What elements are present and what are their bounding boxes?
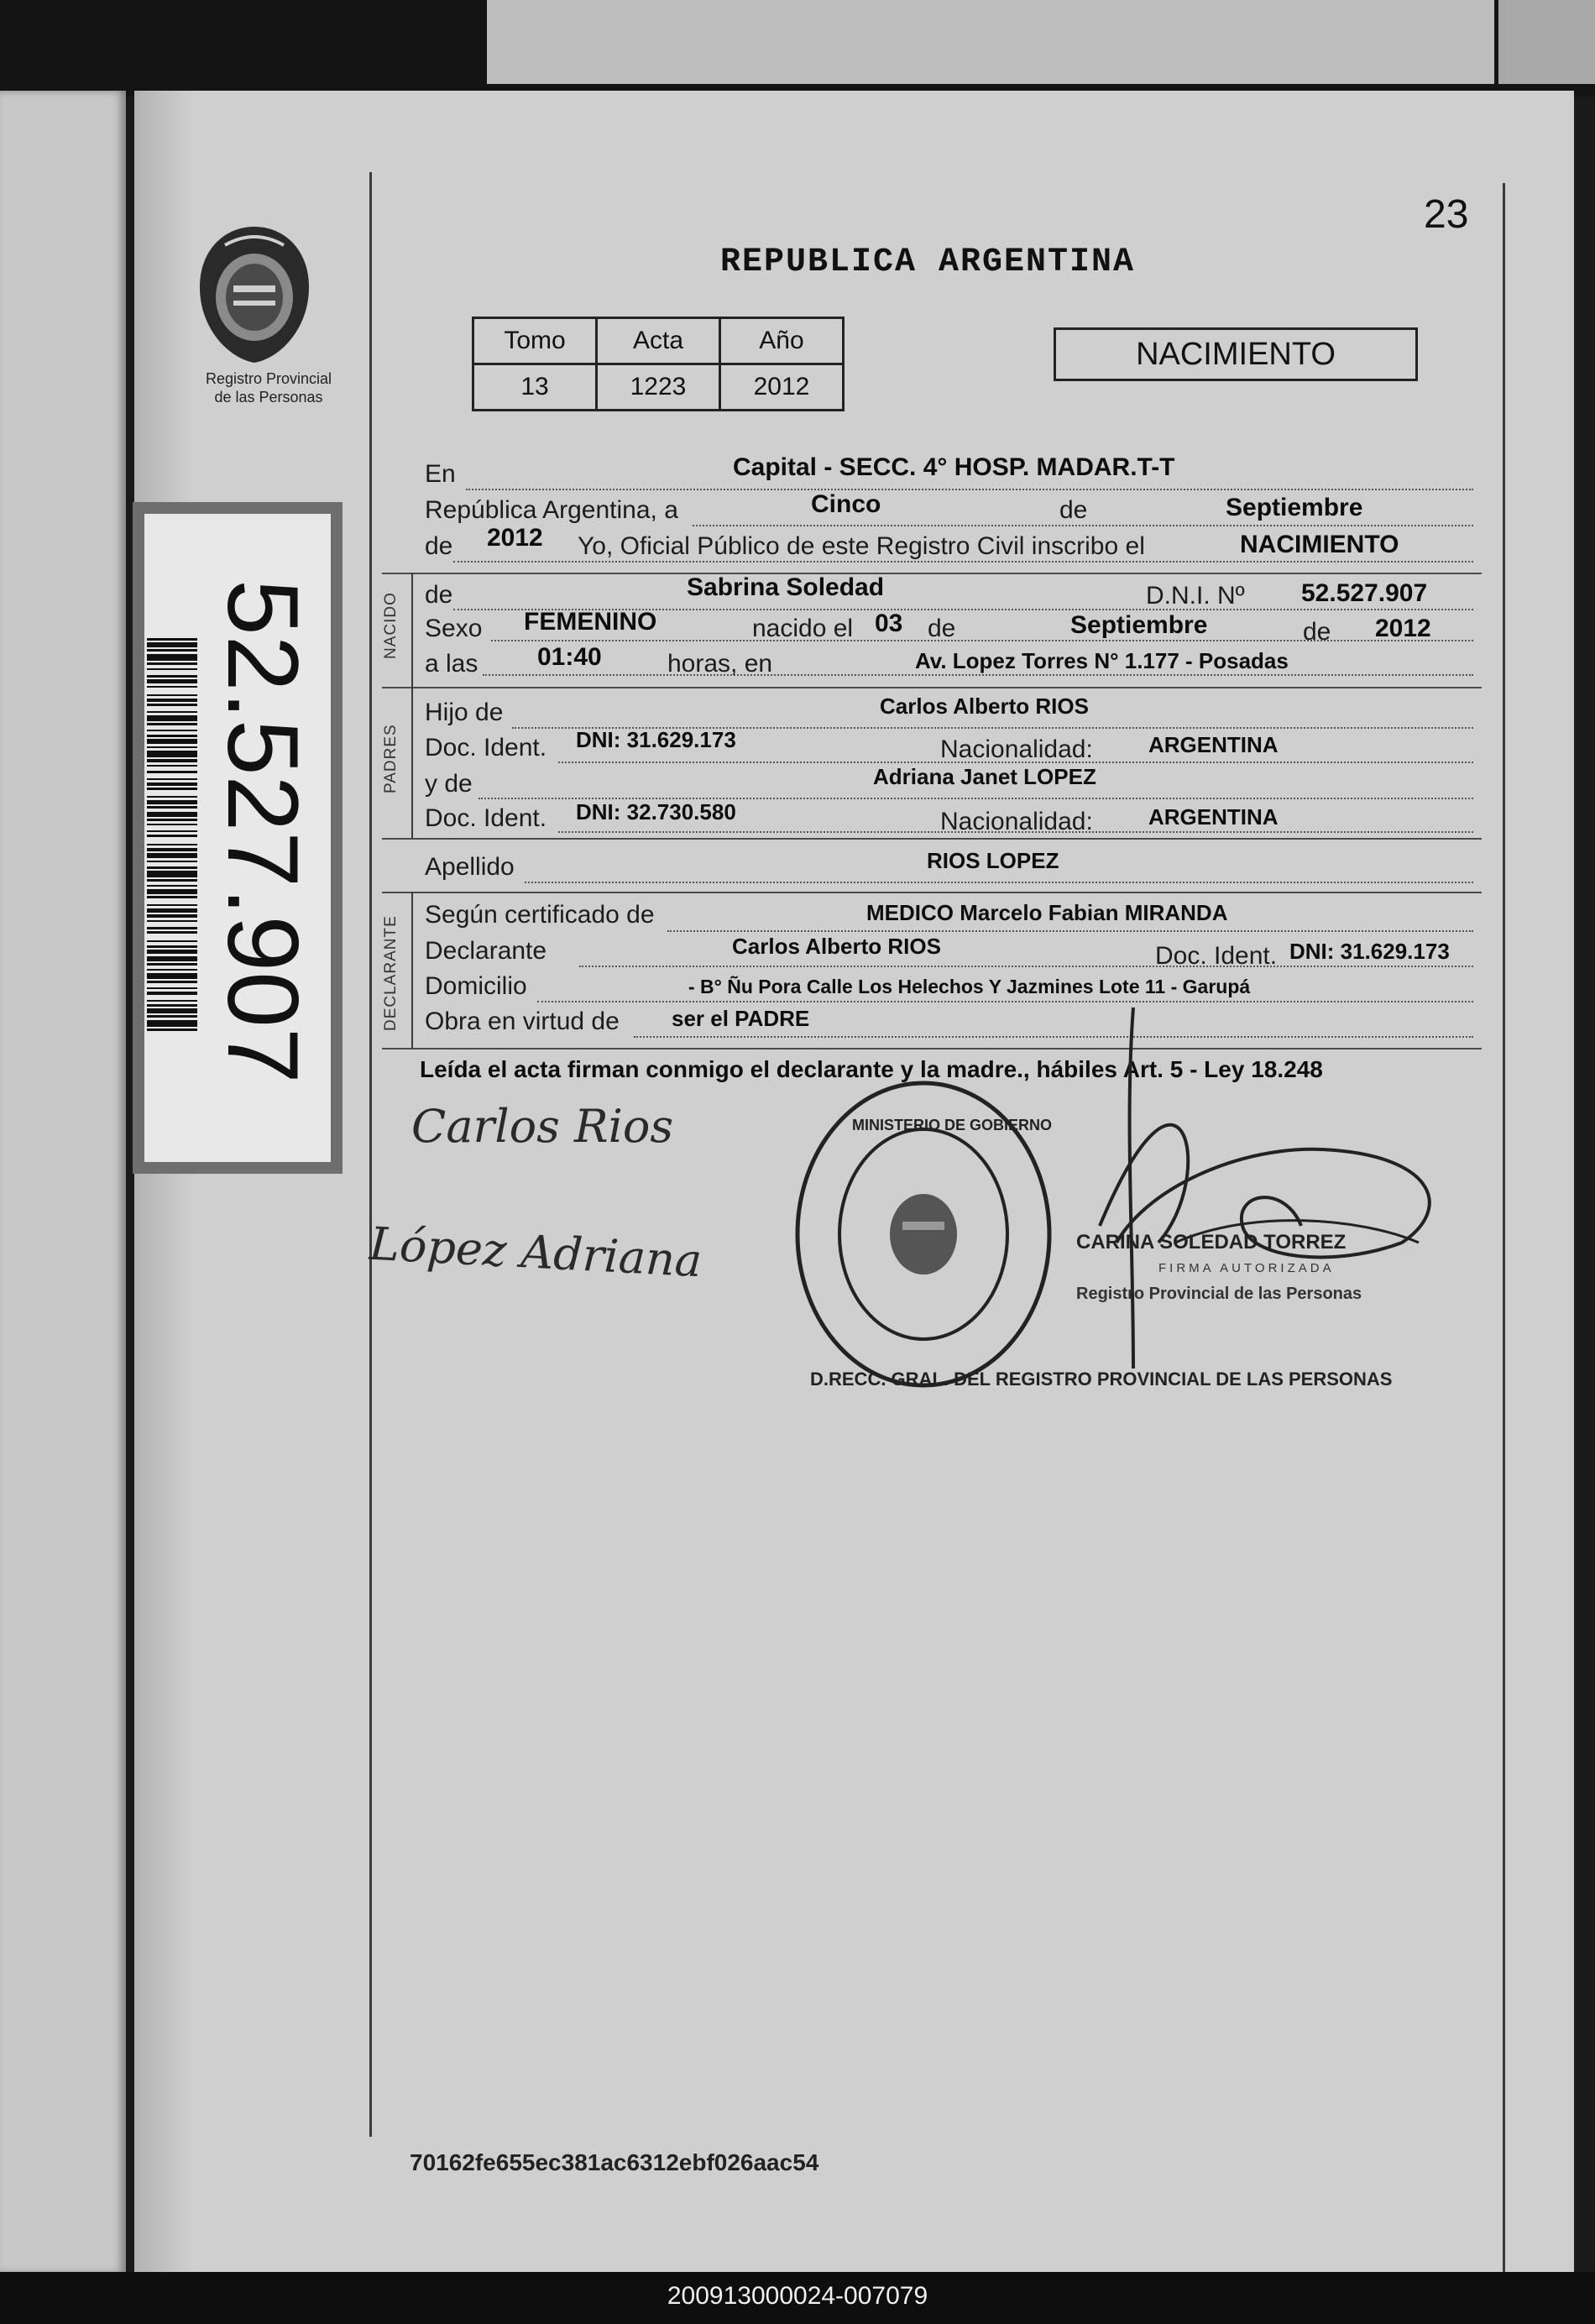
- nacido-side-line: [411, 573, 413, 687]
- barcode-bar: [147, 844, 197, 845]
- barcode-bar: [147, 654, 197, 661]
- dots-segun: [667, 930, 1473, 932]
- label-nac-father: Nacionalidad:: [940, 735, 1093, 763]
- act-type-box: NACIMIENTO: [1054, 327, 1418, 381]
- label-de-year: de: [425, 532, 453, 560]
- label-hijo: Hijo de: [425, 699, 504, 726]
- barcode-bar: [147, 730, 197, 731]
- official-role: FIRMA AUTORIZADA: [1158, 1261, 1335, 1275]
- barcode-bar: [147, 1015, 197, 1018]
- barcode-bar: [147, 824, 197, 825]
- value-act: NACIMIENTO: [1240, 531, 1399, 558]
- ref-value-ano: 2012: [720, 364, 844, 411]
- label-nacido: nacido el: [752, 615, 854, 642]
- barcode-bar: [147, 711, 197, 713]
- barcode-bar: [147, 969, 197, 971]
- side-label-nacido: NACIDO: [382, 592, 400, 659]
- value-birth-year: 2012: [1375, 615, 1431, 642]
- barcode-bar: [147, 848, 197, 851]
- label-domicilio: Domicilio: [425, 972, 527, 1000]
- barcode-bar: [147, 783, 197, 786]
- barcode-bar: [147, 679, 197, 683]
- seal-inner-text: MINISTERIO DE GOBIERNO: [852, 1117, 1053, 1133]
- left-margin-line: [369, 172, 372, 2137]
- barcode-bar: [147, 771, 197, 773]
- dots-declarante: [579, 966, 1473, 967]
- barcode-bar: [147, 796, 197, 798]
- right-margin-line: [1503, 183, 1505, 2274]
- value-father-doc: DNI: 31.629.173: [576, 727, 736, 752]
- padres-side-line: [411, 687, 413, 838]
- barcode-bar: [147, 914, 197, 918]
- value-birth-day: 03: [875, 610, 903, 637]
- seal-outer-text: D.RECC. GRAL. DEL REGISTRO PROVINCIAL DE LAS PERSONAS: [810, 1369, 1393, 1390]
- value-decl-doc: DNI: 31.629.173: [1289, 939, 1450, 964]
- ref-header-acta: Acta: [597, 318, 720, 364]
- official-seal-icon: [789, 1066, 1066, 1394]
- barcode-bar: [147, 819, 197, 821]
- country-title: REPUBLICA ARGENTINA: [719, 243, 1136, 281]
- label-obra: Obra en virtud de: [425, 1008, 620, 1035]
- label-en: En: [425, 460, 456, 488]
- barcode-bar: [147, 885, 197, 887]
- label-de-month: de: [1059, 496, 1088, 524]
- label-birth-de: de: [928, 615, 956, 642]
- label-decl-doc: Doc. Ident.: [1155, 942, 1278, 970]
- dots-republica: [693, 525, 1473, 526]
- official-signature-scribble: [1083, 991, 1461, 1377]
- value-birth-month: Septiembre: [1070, 611, 1208, 639]
- label-yo: Yo, Oficial Público de este Registro Civil inscribo el: [578, 532, 1145, 560]
- barcode-bar: [147, 920, 197, 922]
- barcode-bar: [147, 704, 197, 706]
- closing-statement: Leída el acta firman conmigo el declarante y la madre., hábiles Art. 5 - Ley 18.248: [420, 1056, 1323, 1082]
- value-sexo: FEMENINO: [524, 608, 657, 636]
- barcode-bar: [147, 668, 197, 670]
- reference-table-values: [473, 364, 844, 411]
- barcode-bar: [147, 800, 197, 804]
- barcode-bar: [147, 1029, 197, 1031]
- barcode-bar: [147, 778, 197, 780]
- value-mother-nat: ARGENTINA: [1148, 804, 1279, 830]
- barcode-bar: [147, 686, 197, 688]
- side-label-padres: PADRES: [382, 724, 400, 793]
- barcode-bar: [147, 806, 197, 809]
- barcode-bar: [147, 908, 197, 913]
- barcode-bar: [147, 812, 197, 817]
- divider-padres-bottom: [382, 838, 1482, 840]
- value-month: Septiembre: [1226, 494, 1363, 521]
- ref-value-tomo: 13: [473, 364, 597, 411]
- label-birth-de2: de: [1303, 618, 1331, 646]
- barcode-bar: [147, 871, 197, 877]
- barcode-bar: [147, 735, 197, 737]
- ref-header-tomo: Tomo: [473, 318, 597, 364]
- barcode-bar: [147, 830, 197, 832]
- official-org: Registro Provincial de las Personas: [1076, 1285, 1362, 1303]
- logo-caption-line2: de las Personas: [214, 389, 323, 406]
- value-mother-doc: DNI: 32.730.580: [576, 799, 736, 824]
- value-day: Cinco: [811, 490, 881, 518]
- barcode-bar: [147, 889, 197, 894]
- barcode-bar: [147, 715, 197, 721]
- ref-header-ano: Año: [720, 318, 844, 364]
- dots-alas: [483, 674, 1473, 676]
- label-segun: Según certificado de: [425, 901, 655, 929]
- barcode-bar: [147, 866, 197, 869]
- barcode-bar: [147, 896, 197, 898]
- barcode-bar: [147, 662, 197, 665]
- barcode-bar: [147, 956, 197, 961]
- page-gutter-shadow: [134, 91, 193, 2274]
- barcode-bar: [147, 904, 197, 906]
- barcode-bar: [147, 940, 197, 942]
- divider-declarante-top: [382, 892, 1482, 893]
- barcode-bar: [147, 1004, 197, 1007]
- value-birth-time: 01:40: [537, 643, 602, 671]
- label-yde: y de: [425, 770, 473, 798]
- barcode-bar: [147, 981, 197, 983]
- divider-nacido-top: [382, 573, 1482, 574]
- barcode-bar: [147, 931, 197, 934]
- barcode-bar: [147, 788, 197, 790]
- reference-table: [472, 317, 845, 411]
- value-year: 2012: [487, 524, 543, 552]
- official-name: CARINA SOLEDAD TORREZ: [1076, 1231, 1347, 1254]
- underlying-paper-edge: [1498, 0, 1595, 84]
- label-apellido: Apellido: [425, 853, 515, 881]
- value-mother-name: Adriana Janet LOPEZ: [873, 764, 1096, 789]
- value-father-nat: ARGENTINA: [1148, 732, 1279, 757]
- value-declarante: Carlos Alberto RIOS: [732, 934, 941, 959]
- barcode-bar: [147, 963, 197, 966]
- label-dni: D.N.I. Nº: [1146, 582, 1245, 610]
- ref-value-acta: 1223: [597, 364, 720, 411]
- value-birth-place: Av. Lopez Torres N° 1.177 - Posadas: [915, 648, 1289, 673]
- underlying-paper: [487, 0, 1494, 84]
- label-child-de: de: [425, 581, 453, 609]
- barcode-bars: [147, 638, 197, 1041]
- barcode-bar: [147, 945, 197, 948]
- barcode-bar: [147, 675, 197, 678]
- barcode-bar: [147, 638, 197, 641]
- barcode-bar: [147, 759, 197, 762]
- label-declarante: Declarante: [425, 937, 547, 965]
- declarante-side-line: [411, 892, 413, 1048]
- logo-caption: [172, 369, 365, 406]
- barcode-number: 52.527.907: [207, 579, 319, 1084]
- value-obra: ser el PADRE: [672, 1006, 810, 1031]
- dots-en: [466, 489, 1473, 490]
- page-number: 23: [1424, 192, 1469, 237]
- barcode-bar: [147, 879, 197, 882]
- dots-year: [453, 561, 1473, 563]
- value-place: Capital - SECC. 4° HOSP. MADAR.T-T: [733, 453, 1175, 481]
- barcode-bar: [147, 853, 197, 858]
- barcode-bar: [147, 694, 197, 696]
- value-domicilio: - B° Ñu Pora Calle Los Helechos Y Jazmines Lote 11 - Garupá: [688, 976, 1251, 997]
- value-father-name: Carlos Alberto RIOS: [880, 694, 1089, 719]
- value-child-name: Sabrina Soledad: [687, 573, 885, 601]
- label-doc-father: Doc. Ident.: [425, 734, 547, 762]
- barcode-bar: [147, 973, 197, 979]
- barcode-bar: [147, 765, 197, 767]
- label-doc-mother: Doc. Ident.: [425, 804, 547, 832]
- left-page-edge: [0, 91, 126, 2274]
- barcode-bar: [147, 1008, 197, 1013]
- barcode-bar: [147, 746, 197, 748]
- side-label-declarante: DECLARANTE: [382, 915, 400, 1031]
- barcode-bar: [147, 1020, 197, 1027]
- label-nac-mother: Nacionalidad:: [940, 808, 1093, 835]
- barcode-bar: [147, 1000, 197, 1002]
- barcode-bar: [147, 723, 197, 725]
- value-child-dni: 52.527.907: [1301, 579, 1428, 607]
- scan-footer-id: 200913000024-007079: [667, 2282, 928, 2310]
- document-hash: 70162fe655ec381ac6312ebf026aac54: [410, 2149, 819, 2175]
- barcode-bar: [147, 751, 197, 757]
- value-apellido: RIOS LOPEZ: [927, 848, 1059, 873]
- divider-padres-top: [382, 687, 1482, 688]
- label-horas: horas, en: [667, 650, 773, 678]
- value-segun: MEDICO Marcelo Fabian MIRANDA: [866, 900, 1228, 925]
- label-sexo: Sexo: [425, 615, 483, 642]
- barcode-bar: [147, 835, 197, 837]
- barcode-bar: [147, 987, 197, 989]
- barcode-bar: [147, 649, 197, 652]
- dots-apellido: [525, 882, 1473, 883]
- logo-caption-line1: Registro Provincial: [205, 370, 332, 387]
- father-signature: Carlos Rios: [411, 1100, 674, 1153]
- barcode-bar: [147, 992, 197, 995]
- barcode-bar: [147, 642, 197, 647]
- barcode-bar: [147, 861, 197, 862]
- barcode-bar: [147, 927, 197, 929]
- barcode-bar: [147, 950, 197, 954]
- provincial-emblem-icon: [191, 220, 317, 367]
- barcode-bar: [147, 699, 197, 702]
- barcode-bar: [147, 739, 197, 744]
- label-republica: República Argentina, a: [425, 496, 678, 524]
- reference-table-header: [473, 318, 844, 364]
- mother-signature: López Adriana: [368, 1217, 703, 1288]
- label-alas: a las: [425, 650, 478, 678]
